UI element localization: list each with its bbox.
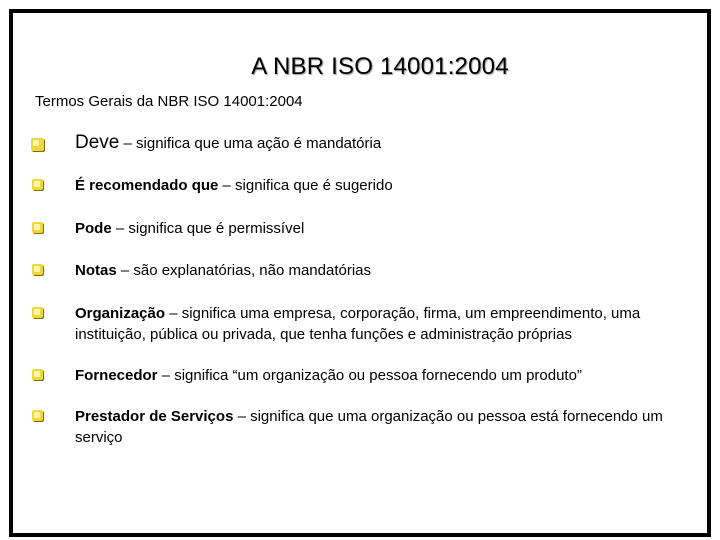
term-definition: – significa “um organização ou pessoa fornecendo um produto”: [157, 367, 582, 384]
list-item-deve: [29, 131, 689, 156]
square-bullet-icon: [32, 307, 43, 318]
list-item-pode: [29, 218, 689, 239]
term-definition: – significa que uma ação é mandatória: [119, 135, 382, 152]
term-label: Prestador de Serviços: [75, 408, 234, 425]
term-definition: – significa que uma organização ou pessoa está fornecendo um serviço: [75, 408, 663, 446]
list-item-organizacao: [29, 303, 689, 345]
term-label: Fornecedor: [75, 367, 158, 384]
square-bullet-icon: [32, 410, 43, 421]
term-label: Pode: [75, 220, 112, 237]
square-bullet-icon: [31, 138, 44, 151]
term-label: Organização: [75, 305, 166, 322]
term-label: Notas: [75, 262, 117, 279]
square-bullet-icon: [32, 179, 43, 190]
square-bullet-icon: [32, 222, 43, 233]
term-definition: – são explanatórias, não mandatórias: [116, 262, 372, 279]
list-item-prestador: [29, 406, 689, 448]
slide-title: A NBR ISO 14001:2004: [251, 53, 509, 80]
slide-subtitle: Termos Gerais da NBR ISO 14001:2004: [35, 93, 303, 110]
term-definition: – significa que é sugerido: [218, 177, 393, 194]
square-bullet-icon: [32, 264, 43, 275]
slide-frame: [9, 9, 711, 537]
term-definition: – significa que é permissível: [111, 220, 305, 237]
term-label: É recomendado que: [75, 177, 219, 194]
terms-list: [29, 131, 689, 448]
list-item-fornecedor: [29, 365, 689, 386]
square-bullet-icon: [32, 369, 43, 380]
term-label: Deve: [75, 132, 120, 153]
list-item-notas: [29, 260, 689, 281]
list-item-recomendado: [29, 175, 689, 196]
term-definition: – significa uma empresa, corporação, firma, um empreendimento, uma instituição, pública ou privada, que tenha funções e administração próprias: [75, 305, 641, 343]
